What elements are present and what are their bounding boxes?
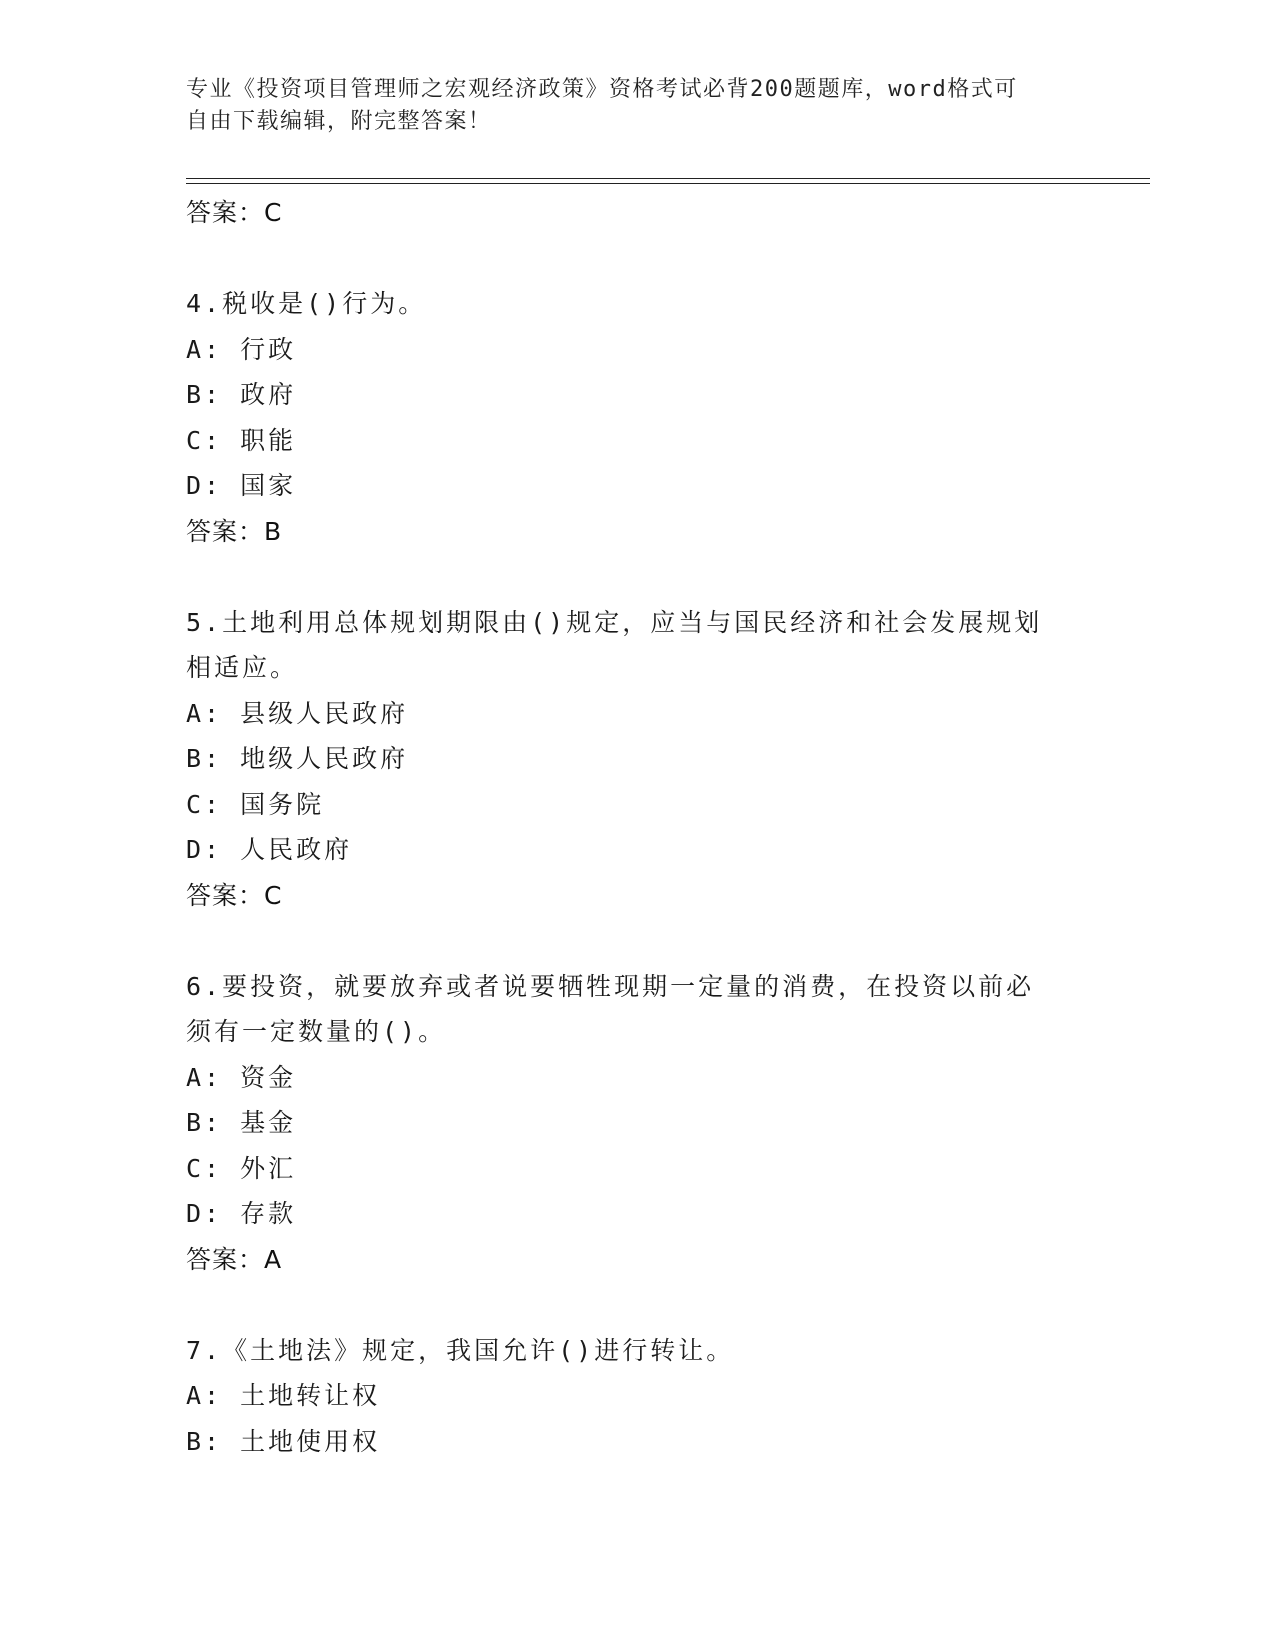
previous-answer: 答案：C xyxy=(186,198,283,227)
option-b: B: 地级人民政府 xyxy=(186,744,409,773)
option-b: B: 土地使用权 xyxy=(186,1426,381,1456)
spacer xyxy=(186,236,1086,282)
answer: 答案：B xyxy=(186,516,283,546)
question-stem: 4.税收是()行为。 xyxy=(186,289,427,318)
option-a: A: 县级人民政府 xyxy=(186,698,409,728)
option-a: A: 行政 xyxy=(186,334,297,364)
header-divider-bottom xyxy=(186,183,1150,184)
option-d: D: 国家 xyxy=(186,471,297,500)
answer: 答案：A xyxy=(186,1244,283,1274)
option-b: B: 政府 xyxy=(186,380,297,409)
answer: 答案：C xyxy=(186,880,283,910)
question-stem: 5.土地利用总体规划期限由()规定，应当与国民经济和社会发展规划 xyxy=(186,607,1043,637)
question-7 xyxy=(186,1328,1086,1465)
header-line-2: 自由下载编辑，附完整答案！ xyxy=(186,109,492,134)
option-c: C: 外汇 xyxy=(186,1153,297,1183)
option-c: C: 职能 xyxy=(186,425,297,455)
header-line-1: 专业《投资项目管理师之宏观经济政策》资格考试必背200题题库，word格式可 xyxy=(186,77,1018,102)
header-divider-top xyxy=(186,178,1150,179)
option-b: B: 基金 xyxy=(186,1108,297,1137)
question-stem: 7.《土地法》规定，我国允许()进行转让。 xyxy=(186,1335,735,1365)
spacer xyxy=(186,918,1086,964)
question-stem-continued: 须有一定数量的()。 xyxy=(186,1017,447,1046)
question-list xyxy=(186,190,1086,1464)
option-a: A: 土地转让权 xyxy=(186,1381,381,1410)
document-header xyxy=(186,74,1066,138)
option-d: D: 存款 xyxy=(186,1199,297,1228)
option-a: A: 资金 xyxy=(186,1062,297,1092)
spacer xyxy=(186,554,1086,600)
question-4 xyxy=(186,281,1086,554)
question-stem: 6.要投资，就要放弃或者说要牺牲现期一定量的消费，在投资以前必 xyxy=(186,971,1035,1001)
option-d: D: 人民政府 xyxy=(186,835,353,864)
question-5 xyxy=(186,600,1086,919)
question-6 xyxy=(186,964,1086,1283)
option-c: C: 国务院 xyxy=(186,789,325,819)
spacer xyxy=(186,1282,1086,1328)
question-stem-continued: 相适应。 xyxy=(186,653,299,682)
